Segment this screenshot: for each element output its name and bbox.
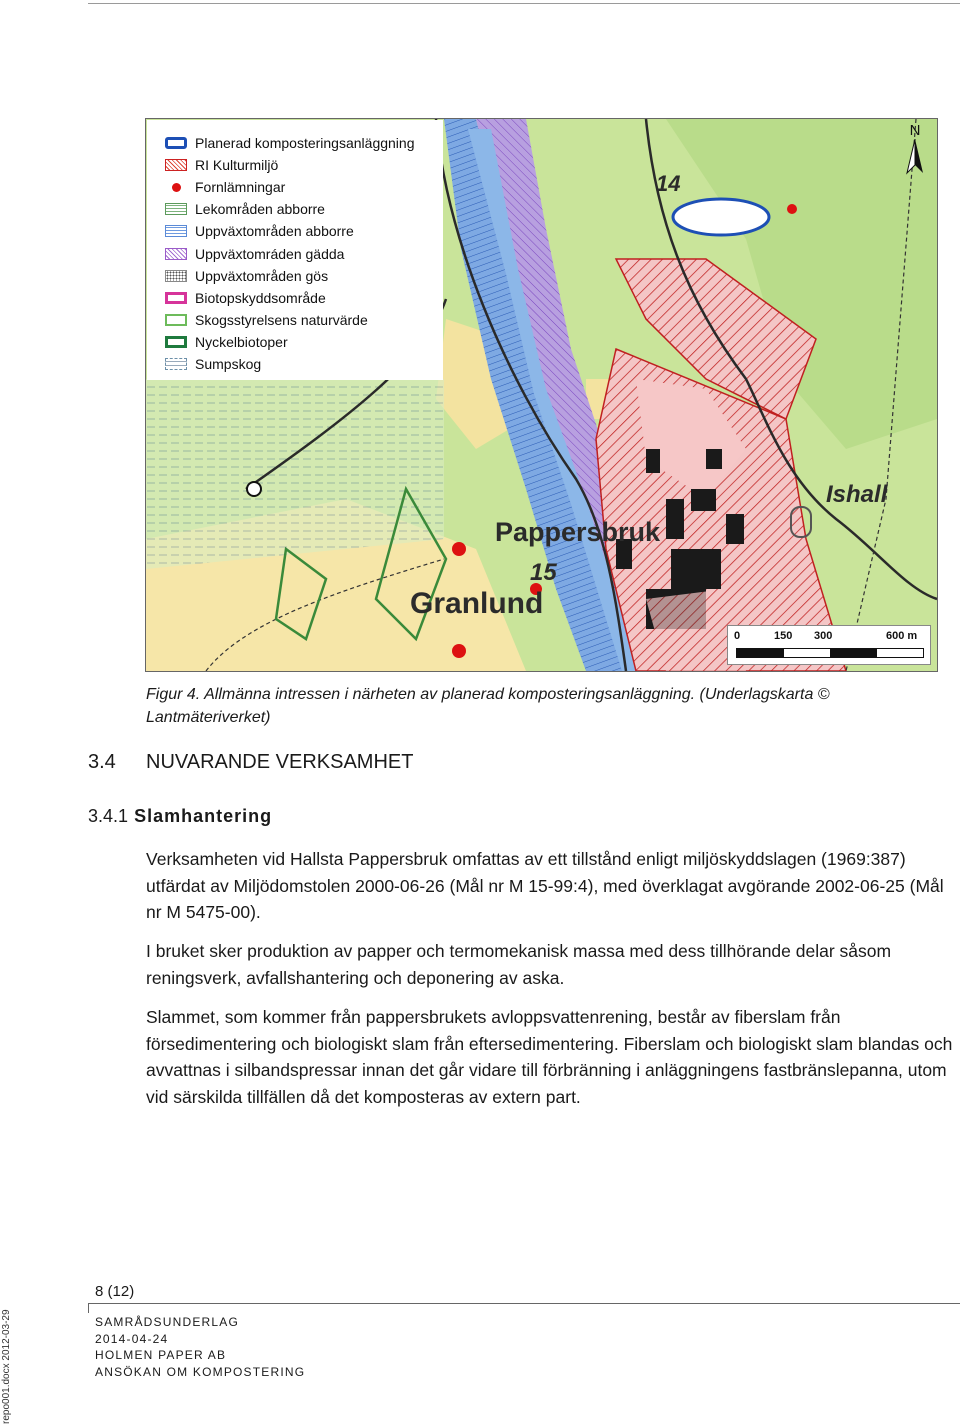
scale-bar-graphic — [736, 648, 924, 658]
footer-line-date: 2014-04-24 — [95, 1331, 169, 1346]
legend-swatch-planned — [165, 137, 187, 149]
legend-swatch-pike — [165, 248, 187, 260]
footer-tick — [88, 1303, 89, 1313]
footer-line-doc-type: SAMRÅDSUNDERLAG — [95, 1315, 240, 1329]
legend-label: Fornlämningar — [195, 179, 286, 195]
footer-rule — [88, 1303, 960, 1304]
legend-item — [165, 288, 326, 308]
legend-item — [165, 221, 354, 241]
section-heading — [88, 751, 413, 774]
legend-label: Skogsstyrelsens naturvärde — [195, 312, 368, 328]
legend-label: Planerad komposteringsanläggning — [195, 135, 415, 151]
swamp-area — [146, 379, 444, 569]
subsection-heading — [88, 806, 272, 827]
legend-label: RI Kulturmiljö — [195, 157, 279, 173]
legend-item — [165, 177, 285, 197]
scale-tick: 150 — [774, 630, 793, 642]
legend-label: Uppväxtomráden gädda — [195, 246, 345, 262]
footer-block — [95, 1314, 305, 1380]
scale-tick: 300 — [814, 630, 833, 642]
legend-item — [165, 354, 261, 374]
map-label-granlund: Granlund — [410, 587, 544, 620]
side-doc-reference: repo001.docx 2012-03-29 — [1, 1309, 12, 1424]
map-legend — [147, 120, 443, 380]
planned-composting-site — [673, 199, 769, 235]
map-label-14: 14 — [656, 171, 681, 196]
header-rule — [88, 3, 960, 4]
legend-label: Uppväxtområden abborre — [195, 223, 354, 239]
north-arrow-icon — [901, 139, 929, 185]
legend-item — [165, 310, 368, 330]
map-node — [247, 482, 261, 496]
legend-swatch-perch — [165, 225, 187, 237]
legend-swatch-keybiotope — [165, 336, 187, 348]
paragraph: I bruket sker produktion av papper och termomekanisk massa med dess tillhörande delar såsom reningsverk, avfallshantering och deponering av aska. — [146, 941, 892, 988]
north-label: N — [909, 122, 921, 139]
legend-item — [165, 244, 344, 264]
legend-item — [165, 199, 325, 219]
map-label-pappersbruk: Pappersbruk — [495, 517, 661, 547]
figure-caption: Figur 4. Allmänna intressen i närheten av planerad komposteringsanläggning. (Underlagskarta © Lantmäteriverket) — [146, 686, 830, 726]
legend-item — [165, 133, 414, 153]
subsection-number: 3.4.1 — [88, 806, 129, 826]
legend-label: Lekområden abborre — [195, 201, 325, 217]
legend-label: Uppväxtområden gös — [195, 268, 329, 284]
map-label-ishall: Ishall — [826, 481, 888, 508]
subsection-title: Slamhantering — [134, 806, 273, 826]
legend-swatch-culture — [165, 159, 187, 171]
footer-line-company: HOLMEN PAPER AB — [95, 1348, 227, 1362]
legend-swatch-spawning — [165, 203, 187, 215]
scale-bar — [727, 625, 931, 665]
scale-tick: 600 m — [886, 630, 918, 642]
scale-tick: 0 — [734, 630, 741, 642]
legend-label: Biotopskyddsområde — [195, 290, 326, 306]
legend-item — [165, 332, 288, 352]
section-number: 3.4 — [88, 751, 116, 773]
paragraph: Verksamheten vid Hallsta Pappersbruk omfattas av ett tillstånd enligt miljöskyddslagen (1969:387) utfärdat av Miljödomstolen 2000-06-26 (Mål nr M 15-99:4), med överklagat avgörande 2002-06-25 (Mål nr M 5475-00). — [146, 849, 944, 922]
legend-swatch-swamp — [165, 358, 187, 370]
legend-label: Sumpskog — [195, 356, 262, 372]
legend-swatch-naturevalue — [165, 314, 187, 326]
legend-swatch-remains — [165, 181, 187, 193]
legend-swatch-zander — [165, 270, 187, 282]
legend-item — [165, 155, 278, 175]
footer-line-title: ANSÖKAN OM KOMPOSTERING — [95, 1364, 306, 1379]
north-arrow — [901, 123, 929, 187]
page-number: 8 (12) — [95, 1283, 135, 1300]
map-figure — [145, 118, 938, 672]
legend-item — [165, 266, 328, 286]
section-title: NUVARANDE VERKSAMHET — [146, 751, 414, 773]
paragraph: Slammet, som kommer från pappersbrukets avloppsvattenrening, består av fiberslam från försedimentering och biologiskt slam från eftersedimentering. Fiberslam och biologiskt slam blandas och avvattnas i silbandspressar innan det går vidare till förbränning i anläggningens fastbränslepanna, utom vid särskilda tillfällen då det komposteras av extern part. — [146, 1007, 953, 1107]
legend-label: Nyckelbiotoper — [195, 334, 288, 350]
map-label-15: 15 — [530, 559, 557, 586]
legend-swatch-biotope — [165, 292, 187, 304]
